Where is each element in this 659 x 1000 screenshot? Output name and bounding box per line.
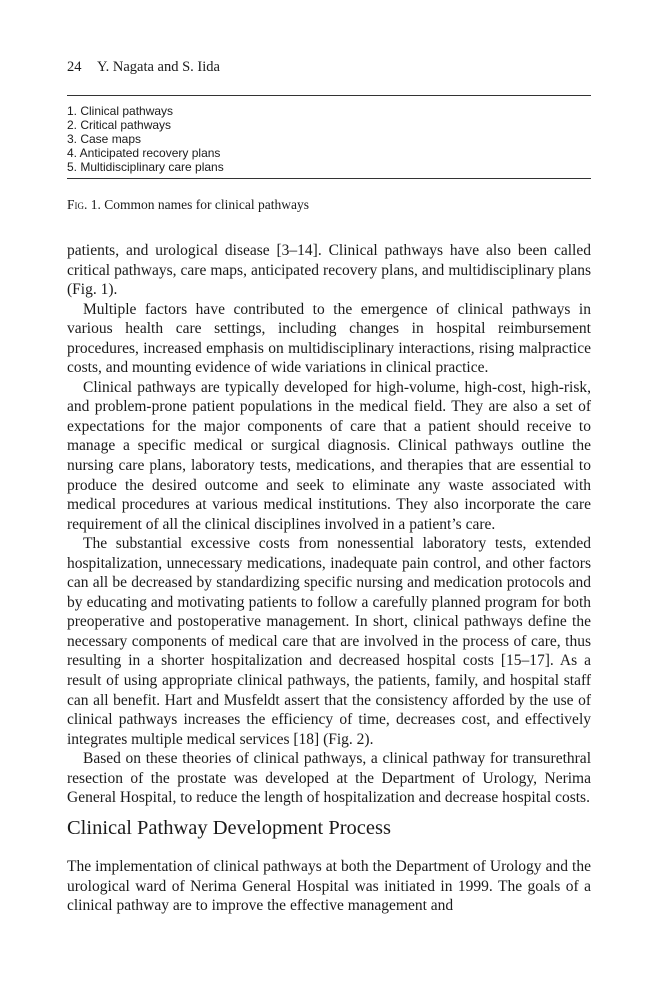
paragraph: Based on these theories of clinical pathways, a clinical pathway for transurethral resection of the prostate was developed at the Department of Urology, Nerima General Hospital, to reduce the length of hospitalization and decrease hospital costs. xyxy=(67,750,591,807)
figure-list-item: 2. Critical pathways xyxy=(67,118,172,132)
figure-list-item: 4. Anticipated recovery plans xyxy=(67,146,221,160)
paragraph: Clinical pathways are typically developed for high-volume, high-cost, high-risk, and problem-prone patient populations in the medical field. They are also a set of expectations for the major components of care that a patient should receive to manage a specific medical or surgical diagnosis. Clinical pathways outline the nursing care plans, laboratory tests, medications, and therapies that are essential to produce the desired outcome and seek to eliminate any waste associated with medical procedures at various medical institutions. They also incorporate the care requirement of all the clinical disciplines involved in a patient’s care. xyxy=(67,378,591,533)
running-head xyxy=(67,58,220,76)
figure-list xyxy=(67,104,224,174)
figure-caption-label: Fig. 1. xyxy=(67,197,101,212)
section-heading: Clinical Pathway Development Process xyxy=(67,817,391,839)
figure-list-item: 5. Multidisciplinary care plans xyxy=(67,160,224,174)
figure-caption-text: Common names for clinical pathways xyxy=(104,197,309,212)
figure-list-item: 3. Case maps xyxy=(67,132,142,146)
body-text xyxy=(67,241,591,808)
figure-1 xyxy=(67,95,591,179)
figure-caption xyxy=(67,196,309,213)
paragraph: The substantial excessive costs from nonessential laboratory tests, extended hospitalization, unnecessary medications, inadequate pain control, and other factors can all be decreased by standardizing specific nursing and medication protocols and by educating and motivating patients to follow a carefully planned program for both preoperative and postoperative management. In short, clinical pathways define the necessary components of medical care that are involved in the process of care, thus resulting in a shorter hospitalization and decreased hospital costs [15–17]. As a result of using appropriate clinical pathways, the patients, family, and hospital staff can all benefit. Hart and Musfeldt assert that the consistency afforded by the use of clinical pathways increases the efficiency of time, decreases cost, and effectively integrates multiple medical services [18] (Fig. 2). xyxy=(67,535,591,748)
paragraph: patients, and urological disease [3–14]. Clinical pathways have also been called critical pathways, care maps, anticipated recovery plans, and multidisciplinary plans (Fig. 1). xyxy=(67,242,591,299)
paragraph: Multiple factors have contributed to the emergence of clinical pathways in various health care settings, including changes in hospital reimbursement procedures, increased emphasis on multidisciplinary interactions, rising malpractice costs, and mounting evidence of wide variations in clinical practice. xyxy=(67,300,591,377)
running-head-authors: Y. Nagata and S. Iida xyxy=(97,59,220,75)
section-paragraph: The implementation of clinical pathways at both the Department of Urology and the urological ward of Nerima General Hospital was initiated in 1999. The goals of a clinical pathway are to improve the effective management and xyxy=(67,858,591,915)
page-number: 24 xyxy=(67,59,82,75)
figure-list-item: 1. Clinical pathways xyxy=(67,104,174,118)
